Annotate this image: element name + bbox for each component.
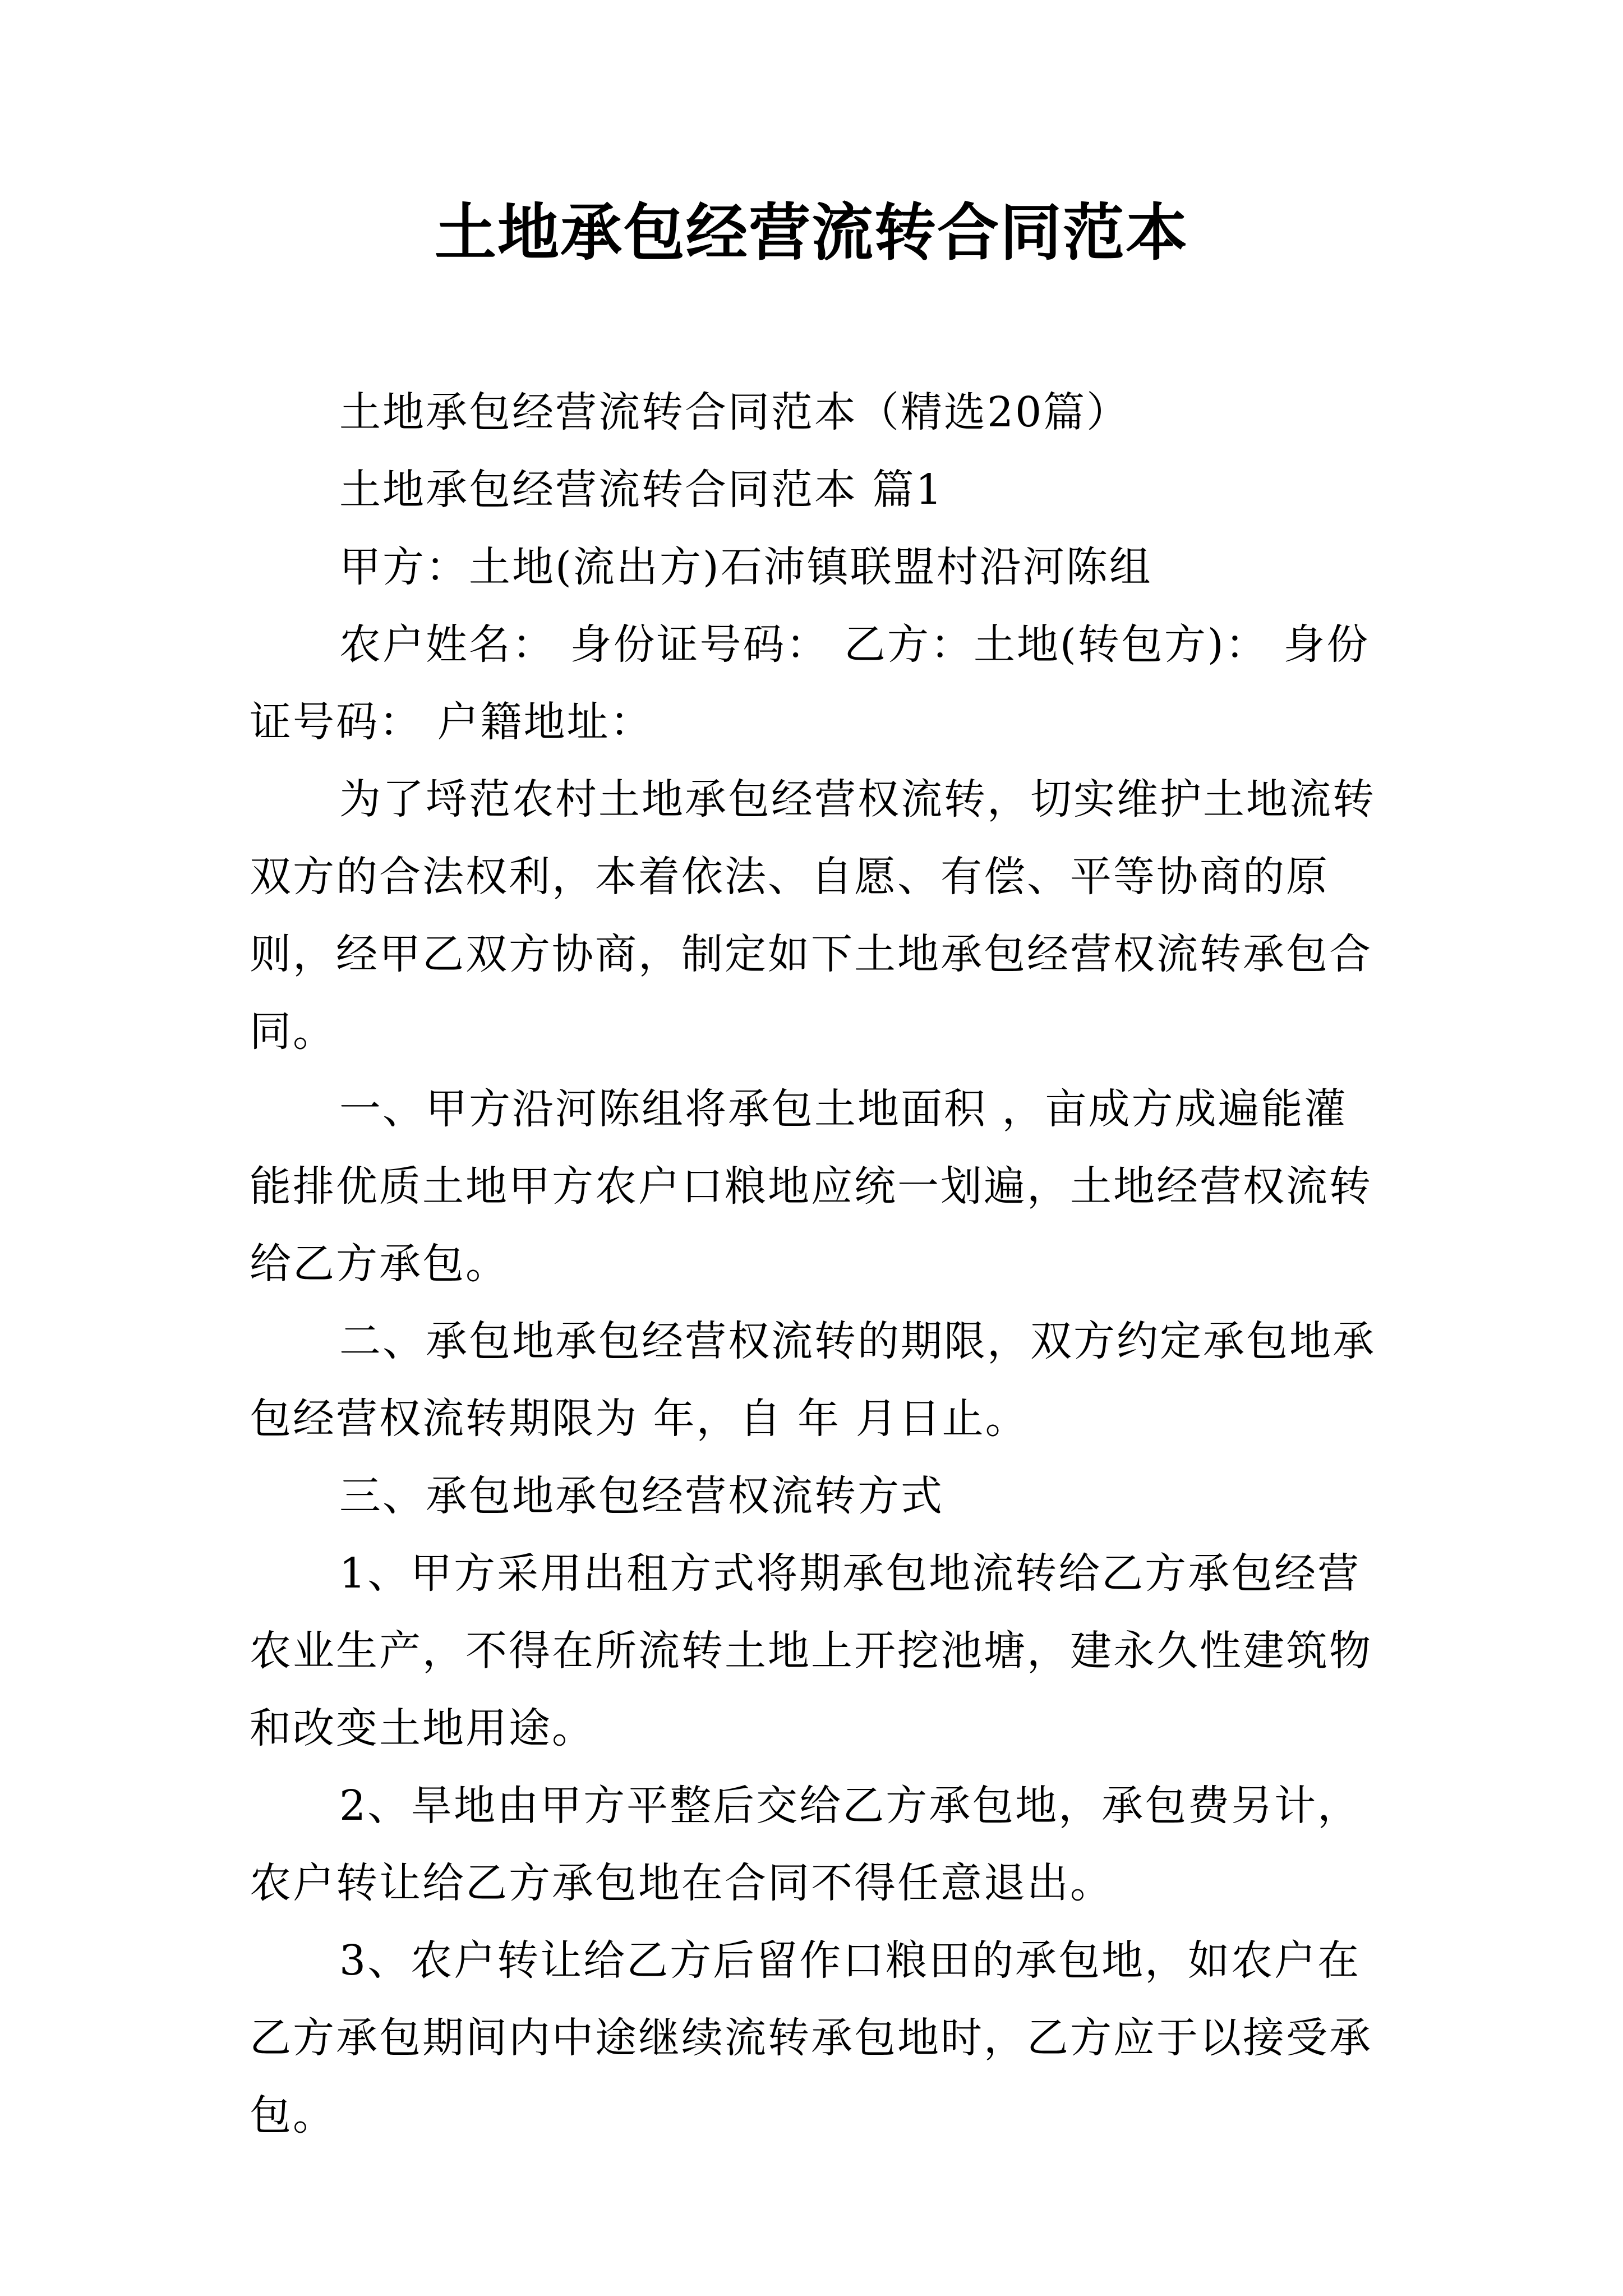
paragraph-item-2: 2、旱地由甲方平整后交给乙方承包地，承包费另计，农户转让给乙方承包地在合同不得任意退出。	[250, 1782, 1361, 1907]
paragraph-item-3: 3、农户转让给乙方后留作口粮田的承包地，如农户在乙方承包期间内中途继续流转承包地时，乙方应于以接受承包。	[250, 1936, 1372, 2139]
paragraph-clause-1: 一、甲方沿河陈组将承包土地面积 ，亩成方成遍能灌能排优质土地甲方农户口粮地应统一划遍，土地经营权流转给乙方承包。	[250, 1085, 1372, 1288]
paragraph-party-a: 甲方：土地(流出方)石沛镇联盟村沿河陈组	[339, 543, 1152, 591]
paragraph-clause-2: 二、承包地承包经营权流转的期限，双方约定承包地承包经营权流转期限为 年，自 年 月日止。	[250, 1317, 1376, 1443]
paragraph-clause-3: 三、承包地承包经营权流转方式	[339, 1472, 944, 1520]
paragraph-party-info: 农户姓名： 身份证号码： 乙方：土地(转包方)： 身份证号码： 户籍地址：	[250, 620, 1370, 746]
paragraph-section-heading: 土地承包经营流转合同范本 篇1	[339, 466, 944, 514]
paragraph-preamble: 为了埒范农村土地承包经营权流转，切实维护土地流转双方的合法权利，本着依法、自愿、有偿、平等协商的原则，经甲乙双方协商，制定如下土地承包经营权流转承包合同。	[250, 775, 1376, 1056]
document-body	[250, 374, 1388, 2154]
paragraph-subtitle: 土地承包经营流转合同范本（精选20篇）	[339, 388, 1130, 436]
paragraph-item-1: 1、甲方采用出租方式将期承包地流转给乙方承包经营农业生产，不得在所流转土地上开挖池塘，建永久性建筑物和改变土地用途。	[250, 1549, 1372, 1752]
document-title: 土地承包经营流转合同范本	[435, 197, 1188, 269]
